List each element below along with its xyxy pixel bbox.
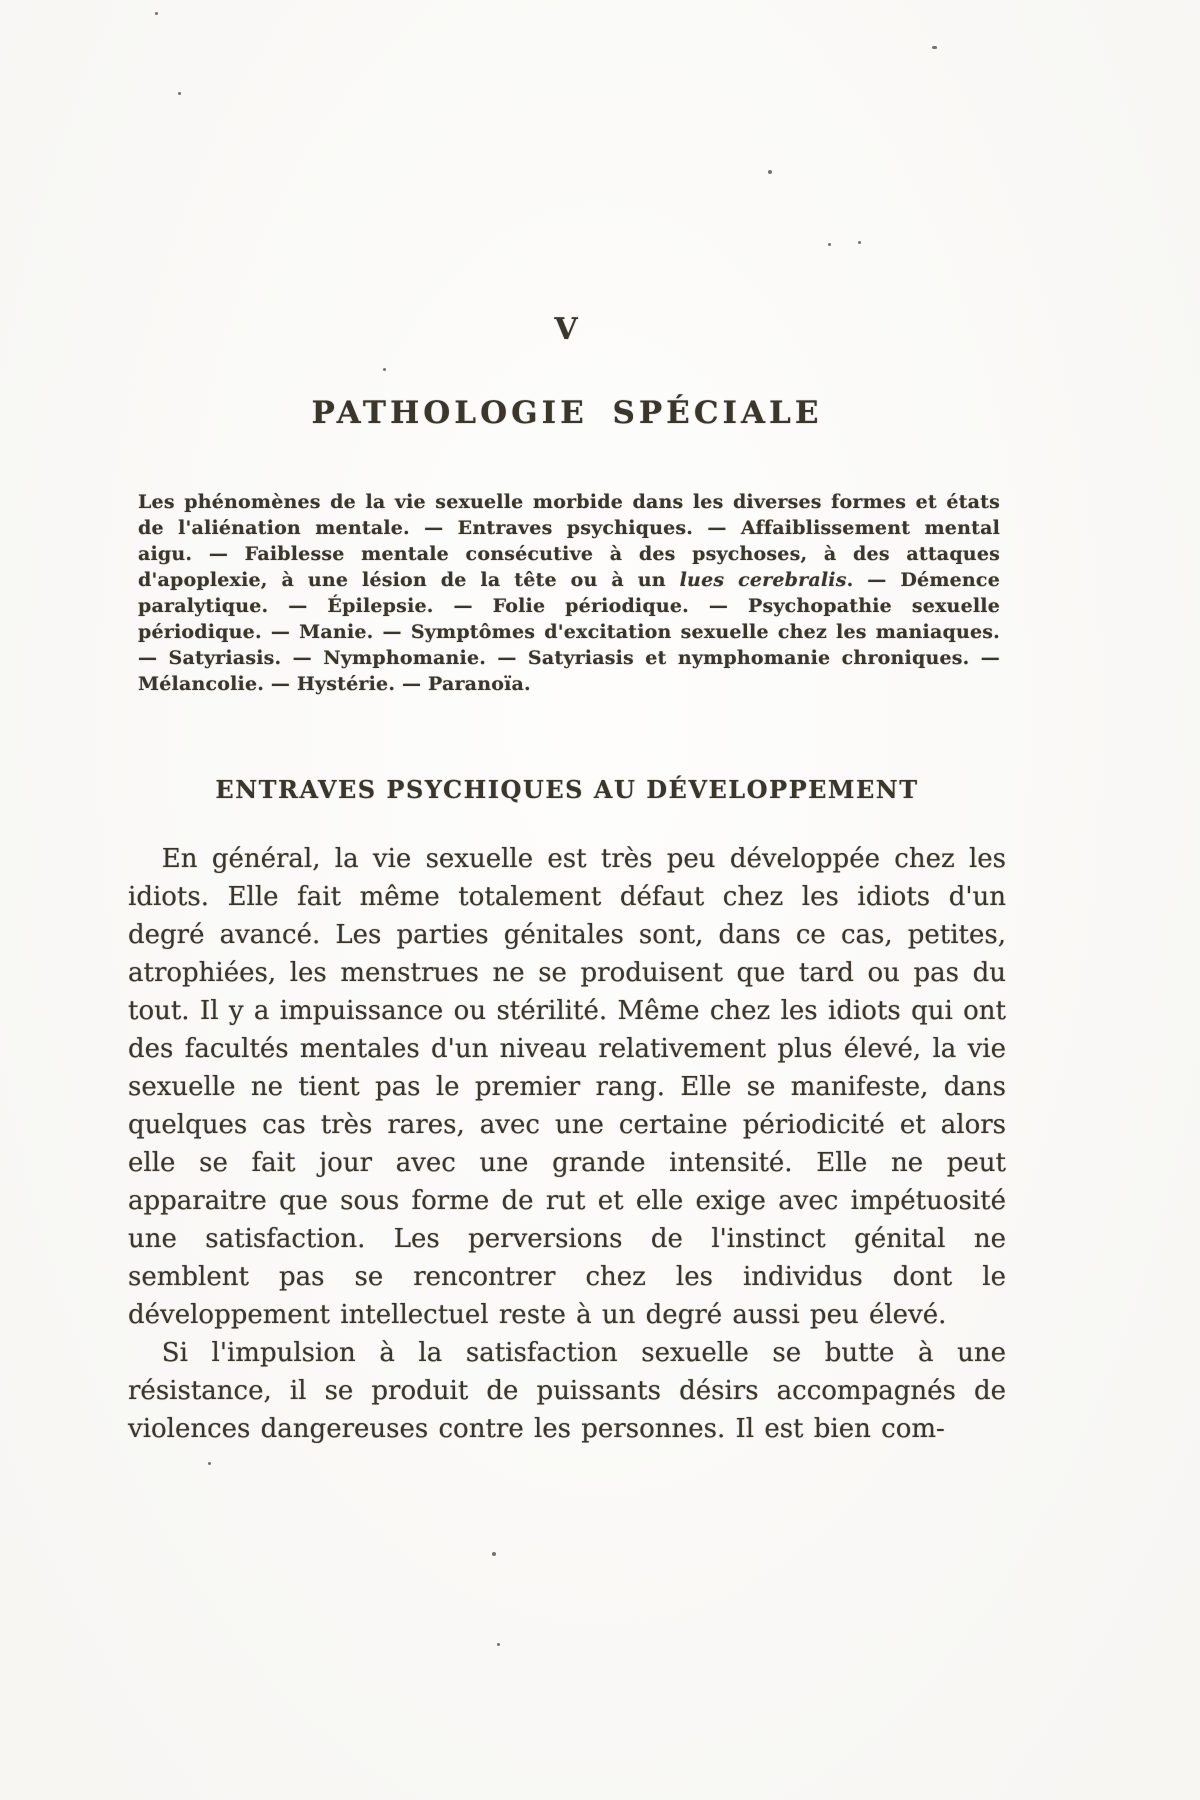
scan-speck [208, 1462, 211, 1465]
paragraph-1: En général, la vie sexuelle est très peu développée chez les idiots. Elle fait même totalement défaut chez les idiots d'un degré avancé. Les parties génitales sont, dans ce cas, petites, atrophiées, les menstrues ne se produisent que tard ou pas du tout. Il y a impuissance ou stérilité. Même chez les idiots qui ont des facultés mentales d'un niveau relativement plus élevé, la vie sexuelle ne tient pas le premier rang. Elle se manifeste, dans quelques cas très rares, avec une certaine périodicité et alors elle se fait jour avec une grande intensité. Elle ne peut apparaitre que sous forme de rut et elle exige avec impétuosité une satisfaction. Les perversions de l'instinct génital ne semblent pas se rencontrer chez les individus dont le développement intellectuel reste à un degré aussi peu élevé. [128, 844, 1006, 1330]
section-heading: ENTRAVES PSYCHIQUES AU DÉVELOPPEMENT [215, 775, 919, 804]
scan-speck [932, 46, 937, 49]
scan-speck [828, 243, 831, 246]
scan-speck [383, 368, 386, 371]
scan-speck [492, 1552, 496, 1556]
scan-speck [155, 12, 158, 15]
scan-speck [768, 170, 772, 174]
scan-speck [497, 1643, 500, 1646]
chapter-title: PATHOLOGIE SPÉCIALE [311, 395, 823, 431]
page-content [128, 0, 1006, 1448]
paragraph-2: Si l'impulsion à la satisfaction sexuelle se butte à une résistance, il se produit de puissants désirs accompagnés de violences dangereuses contre les personnes. Il est bien com- [128, 1338, 1006, 1444]
scan-speck [178, 92, 181, 95]
scan-speck [858, 241, 861, 244]
body-text [128, 840, 1006, 1448]
chapter-summary: Les phénomènes de la vie sexuelle morbide dans les diverses formes et états de l'aliénation mentale. — Entraves psychiques. — Affaiblissement mental aigu. — Faiblesse mentale consécutive à des psychoses, à des attaques d'apoplexie, à une lésion de la tête ou à un lues cerebralis. — Démence paralytique. — Épilepsie. — Folie périodique. — Psychopathie sexuelle périodique. — Manie. — Symptômes d'excitation sexuelle chez les maniaques. — Satyriasis. — Nymphomanie. — Satyriasis et nymphomanie chroniques. — Mélancolie. — Hystérie. — Paranoïa. [138, 491, 1000, 695]
chapter-number: V [554, 312, 580, 347]
